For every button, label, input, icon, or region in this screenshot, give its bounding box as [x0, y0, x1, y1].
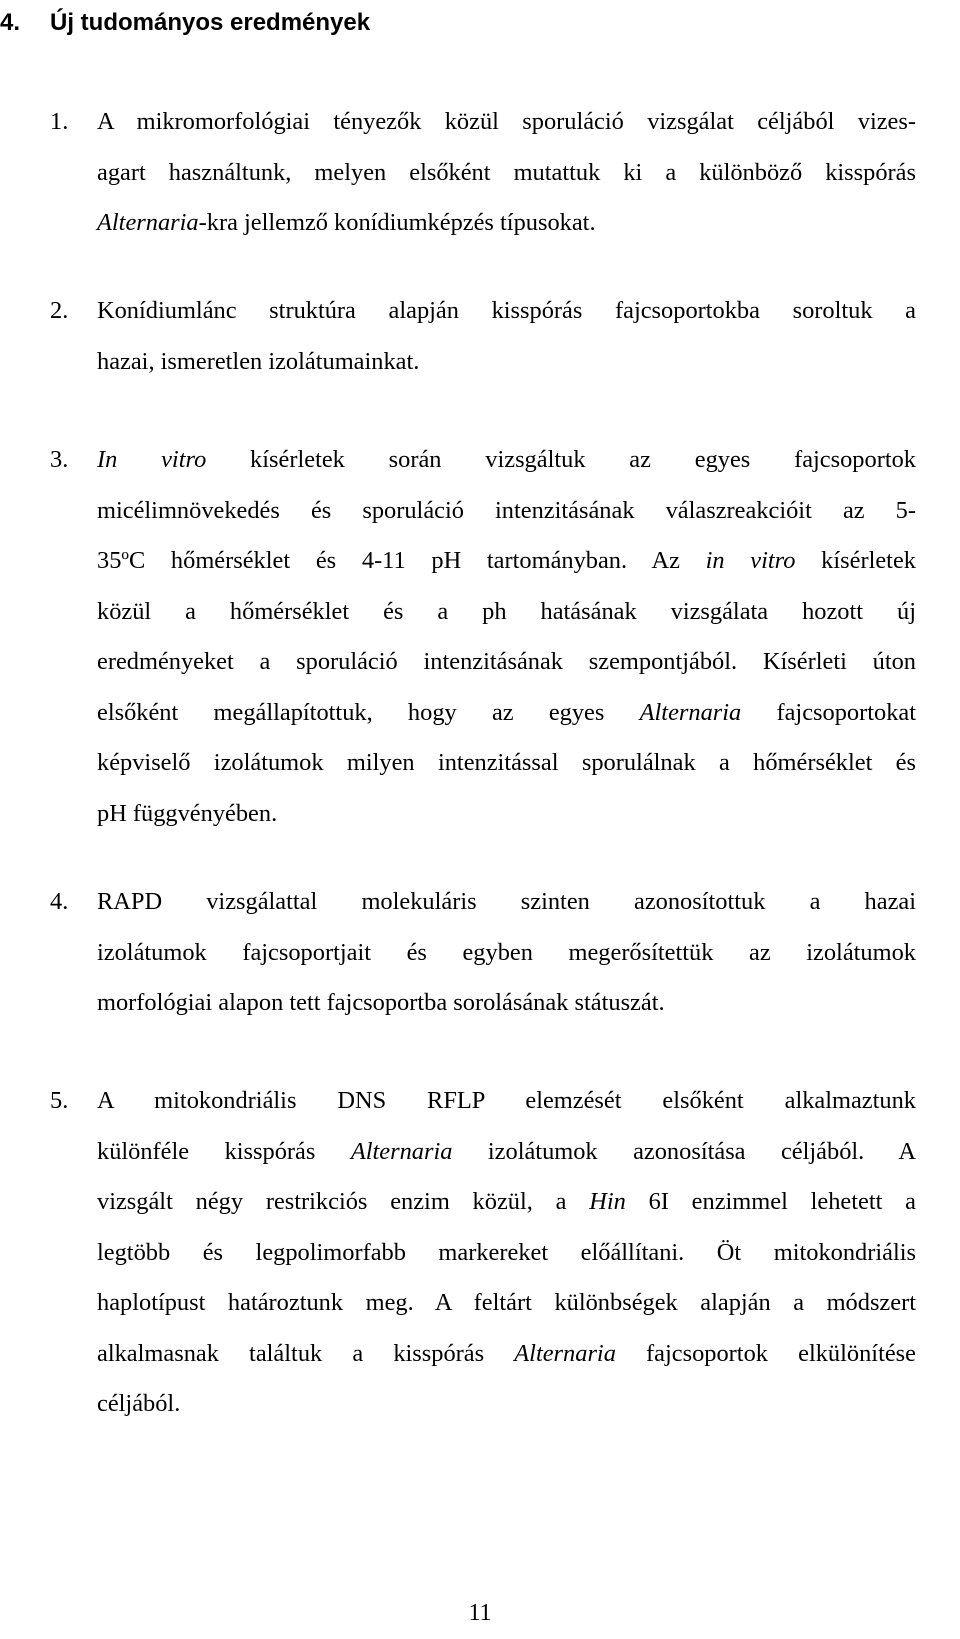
result-item-1 [50, 97, 916, 249]
text-run: Konídiumlánc struktúra alapján kisspórás fajcsoportokba soroltuk a [97, 297, 916, 324]
text-run: morfológiai alapon tett fajcsoportba sorolásának státuszát. [97, 989, 665, 1016]
text-run: kísérletek során vizsgáltuk az egyes fajcsoportok [206, 446, 916, 473]
italic-text: Alternaria [639, 698, 742, 726]
page-number: 11 [468, 1600, 492, 1626]
result-item-line [50, 97, 916, 148]
text-run: 35ºC hőmérséklet és 4-11 pH tartományban. Az [97, 547, 706, 574]
text-run: haplotípust határoztunk meg. A feltárt különbségek alapján a módszert [97, 1289, 916, 1316]
result-item-line [50, 486, 916, 537]
result-item-5 [50, 1076, 916, 1430]
result-item-line [50, 1177, 916, 1228]
result-item-line [50, 637, 916, 688]
text-run: micélimnövekedés és sporuláció intenzitásának válaszreakcióit az 5- [97, 496, 916, 524]
italic-text: Alternaria [350, 1137, 453, 1165]
text-run: kísérletek [795, 547, 916, 574]
result-item-3 [50, 435, 916, 839]
text-run: agart használtunk, melyen elsőként mutattuk ki a különböző kisspórás [97, 158, 916, 186]
result-item-line [50, 286, 916, 337]
result-item-line [50, 1278, 916, 1329]
result-item-line [50, 1127, 916, 1178]
result-item-line [50, 536, 916, 587]
result-item-line [50, 1329, 916, 1380]
result-item-line [50, 738, 916, 789]
result-item-line [50, 877, 916, 928]
result-item-line [50, 978, 916, 1029]
text-run: hazai, ismeretlen izolátumainkat. [97, 347, 420, 375]
text-run: különféle kisspórás [97, 1137, 351, 1165]
result-item-number: 2. [50, 297, 69, 324]
result-item-line [50, 789, 916, 840]
text-run: alkalmasnak találtuk a kisspórás [97, 1339, 515, 1367]
result-item-line [50, 435, 916, 486]
text-run: legtöbb és legpolimorfabb markereket előállítani. Öt mitokondriális [97, 1238, 916, 1266]
result-item-4 [50, 877, 916, 1029]
result-item-2 [50, 286, 916, 387]
italic-text: In vitro [97, 446, 207, 473]
result-item-line [50, 148, 916, 199]
text-run: A mikromorfológiai tényezők közül sporuláció vizsgálat céljából vizes- [97, 108, 916, 135]
section-title: Új tudományos eredmények [50, 9, 371, 36]
text-run: RAPD vizsgálattal molekuláris szinten azonosítottuk a hazai [97, 888, 916, 915]
italic-text: in vitro [705, 547, 796, 574]
text-run: vizsgált négy restrikciós enzim közül, a [97, 1188, 590, 1215]
text-run: képviselő izolátumok milyen intenzitással sporulálnak a hőmérséklet és [97, 749, 916, 776]
result-item-number: 4. [50, 888, 69, 915]
text-run: eredményeket a sporuláció intenzitásának szempontjából. Kísérleti úton [97, 648, 916, 675]
text-run: közül a hőmérséklet és a ph hatásának vizsgálata hozott új [97, 597, 916, 625]
italic-text: Alternaria [97, 209, 199, 236]
section-heading [0, 3, 370, 43]
text-run: izolátumok fajcsoportjait és egyben megerősítettük az izolátumok [97, 938, 916, 966]
result-item-line [50, 1379, 916, 1430]
result-item-number: 3. [50, 446, 69, 473]
result-item-line [50, 587, 916, 638]
result-item-line [50, 1076, 916, 1127]
italic-text: Alternaria [514, 1339, 616, 1367]
result-item-number: 5. [50, 1087, 69, 1114]
result-item-line [50, 928, 916, 979]
text-run: fajcsoportokat [741, 698, 917, 726]
italic-text: Hin [589, 1188, 626, 1215]
text-run: A mitokondriális DNS RFLP elemzését elsőként alkalmaztunk [97, 1087, 916, 1114]
text-run: fajcsoportok elkülönítése [615, 1339, 916, 1367]
text-run: céljából. [97, 1390, 181, 1417]
text-run: pH függvényében. [97, 799, 278, 827]
text-run: elsőként megállapítottuk, hogy az egyes [97, 698, 640, 726]
text-run: izolátumok azonosítása céljából. A [452, 1137, 916, 1165]
result-item-line [50, 688, 916, 739]
result-item-number: 1. [50, 108, 69, 135]
result-item-line [50, 1228, 916, 1279]
result-item-line [50, 198, 916, 249]
text-run: -kra jellemző konídiumképzés típusokat. [198, 209, 596, 236]
text-run: 6I enzimmel lehetett a [625, 1188, 916, 1215]
section-number: 4. [0, 9, 21, 36]
result-item-line [50, 337, 916, 388]
